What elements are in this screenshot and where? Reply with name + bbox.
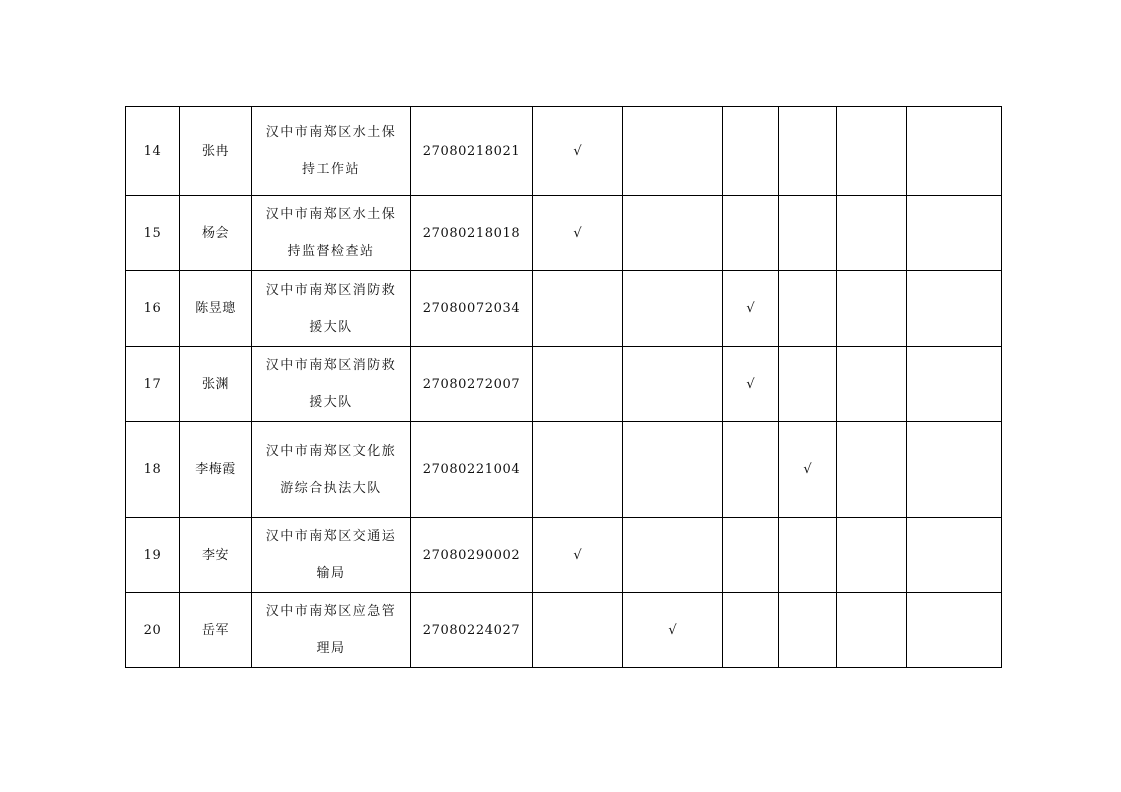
check-cell-4: √ — [779, 422, 837, 518]
roster-table — [125, 106, 1002, 668]
person-name: 岳军 — [180, 593, 252, 668]
check-cell-1: √ — [533, 518, 623, 593]
organization — [252, 347, 411, 422]
organization-line: 游综合执法大队 — [280, 480, 382, 496]
organization — [252, 422, 411, 518]
exam-code: 27080218018 — [411, 196, 533, 271]
check-cell-5 — [837, 271, 907, 347]
row-number: 18 — [126, 422, 180, 518]
table-body — [126, 107, 1002, 668]
exam-code: 27080072034 — [411, 271, 533, 347]
check-cell-4 — [779, 347, 837, 422]
organization-line: 汉中市南郑区水土保 — [265, 125, 397, 140]
table-row — [126, 422, 1002, 518]
organization — [252, 107, 411, 196]
table-row — [126, 196, 1002, 271]
check-cell-5 — [837, 107, 907, 196]
check-cell-1 — [533, 347, 623, 422]
check-cell-4 — [779, 271, 837, 347]
check-cell-6 — [907, 422, 1002, 518]
check-cell-4 — [779, 107, 837, 196]
table-row — [126, 593, 1002, 668]
row-number: 20 — [126, 593, 180, 668]
person-name: 李安 — [180, 518, 252, 593]
check-cell-3 — [723, 593, 779, 668]
exam-code: 27080221004 — [411, 422, 533, 518]
exam-code: 27080224027 — [411, 593, 533, 668]
organization — [252, 593, 411, 668]
person-name: 张冉 — [180, 107, 252, 196]
check-cell-6 — [907, 196, 1002, 271]
check-cell-6 — [907, 107, 1002, 196]
exam-code: 27080218021 — [411, 107, 533, 196]
person-name: 陈昱璁 — [180, 271, 252, 347]
check-cell-6 — [907, 518, 1002, 593]
check-cell-1 — [533, 422, 623, 518]
check-cell-2 — [623, 422, 723, 518]
organization-line: 汉中市南郑区交通运 — [265, 529, 397, 544]
check-cell-6 — [907, 347, 1002, 422]
organization — [252, 271, 411, 347]
row-number: 17 — [126, 347, 180, 422]
check-cell-4 — [779, 593, 837, 668]
organization-line: 持工作站 — [301, 162, 360, 177]
check-cell-5 — [837, 593, 907, 668]
organization-line: 汉中市南郑区文化旅 — [265, 443, 397, 459]
organization — [252, 196, 411, 271]
organization — [252, 518, 411, 593]
organization-line: 持监督检查站 — [287, 244, 375, 259]
check-cell-4 — [779, 518, 837, 593]
person-name: 杨会 — [180, 196, 252, 271]
check-cell-5 — [837, 196, 907, 271]
check-cell-5 — [837, 422, 907, 518]
table-row — [126, 107, 1002, 196]
check-cell-3 — [723, 518, 779, 593]
organization-line: 援大队 — [309, 319, 353, 335]
organization-line: 汉中市南郑区消防救 — [265, 282, 397, 298]
check-cell-1: √ — [533, 107, 623, 196]
check-cell-3 — [723, 107, 779, 196]
organization-line: 汉中市南郑区消防救 — [265, 358, 397, 373]
check-cell-2 — [623, 271, 723, 347]
organization-line: 理局 — [316, 641, 346, 656]
check-cell-6 — [907, 271, 1002, 347]
row-number: 15 — [126, 196, 180, 271]
check-cell-3 — [723, 422, 779, 518]
check-cell-3 — [723, 196, 779, 271]
exam-code: 27080290002 — [411, 518, 533, 593]
organization-line: 汉中市南郑区水土保 — [265, 207, 397, 222]
organization-line: 援大队 — [309, 395, 353, 410]
check-cell-1 — [533, 593, 623, 668]
table-row — [126, 518, 1002, 593]
person-name: 张渊 — [180, 347, 252, 422]
check-cell-5 — [837, 347, 907, 422]
check-cell-5 — [837, 518, 907, 593]
check-cell-4 — [779, 196, 837, 271]
exam-code: 27080272007 — [411, 347, 533, 422]
check-cell-2 — [623, 518, 723, 593]
table-row — [126, 347, 1002, 422]
check-cell-1 — [533, 271, 623, 347]
check-cell-2 — [623, 107, 723, 196]
person-name: 李梅霞 — [180, 422, 252, 518]
check-cell-3: √ — [723, 347, 779, 422]
organization-line: 输局 — [316, 566, 346, 581]
check-cell-1: √ — [533, 196, 623, 271]
check-cell-2: √ — [623, 593, 723, 668]
check-cell-2 — [623, 347, 723, 422]
check-cell-3: √ — [723, 271, 779, 347]
table-row — [126, 271, 1002, 347]
row-number: 16 — [126, 271, 180, 347]
row-number: 19 — [126, 518, 180, 593]
check-cell-6 — [907, 593, 1002, 668]
organization-line: 汉中市南郑区应急管 — [265, 604, 397, 619]
check-cell-2 — [623, 196, 723, 271]
row-number: 14 — [126, 107, 180, 196]
